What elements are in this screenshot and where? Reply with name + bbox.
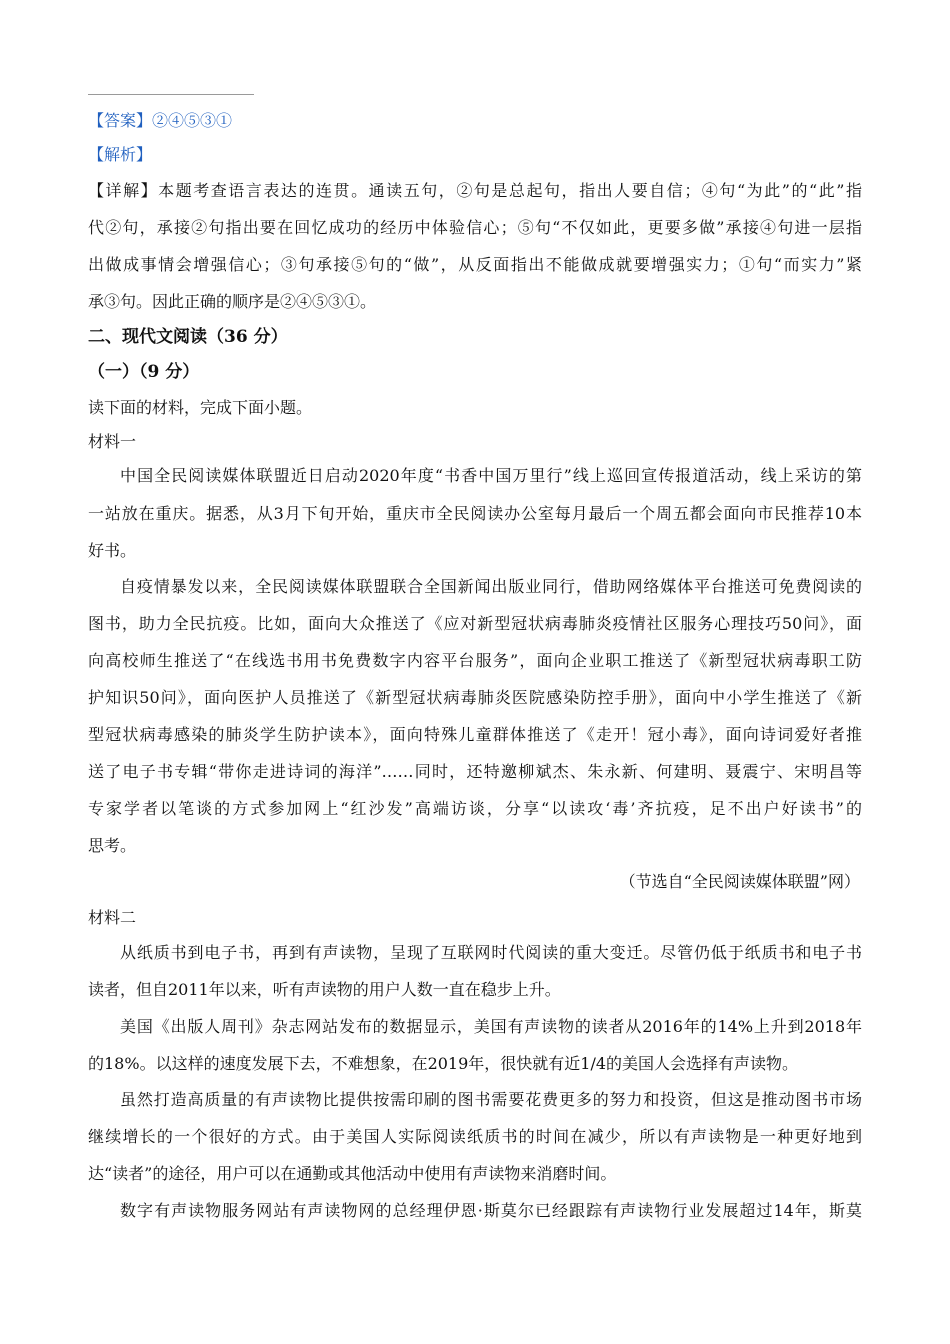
material-1-source: （节选自“全民阅读媒体联盟”网） [619, 872, 860, 891]
header-divider [88, 94, 254, 95]
material-2-p3-line-1: 虽然打造高质量的有声读物比提供按需印刷的图书需要花费更多的努力和投资，但这是推动图书市场 [120, 1090, 862, 1109]
material-1-p2-line-5: 型冠状病毒感染的肺炎学生防护读本》，面向特殊儿童群体推送了《走开！冠小毒》，面向诗词爱好者推 [88, 725, 862, 744]
material-2-p2-line-1: 美国《出版人周刊》杂志网站发布的数据显示，美国有声读物的读者从2016年的14%上升到2018年 [120, 1017, 862, 1036]
material-2-p2-line-2: 的18%。以这样的速度发展下去，不难想象，在2019年，很快就有近1/4的美国人会选择有声读物。 [88, 1054, 799, 1073]
material-1-label: 材料一 [88, 432, 137, 451]
instruction-text: 读下面的材料，完成下面小题。 [88, 398, 313, 417]
subsection-title: （一）（9 分） [88, 362, 200, 382]
material-1-p1-line-2: 一站放在重庆。据悉，从3月下旬开始，重庆市全民阅读办公室每月最后一个周五都会面向市民推荐10本 [88, 504, 862, 523]
material-1-p2-line-4: 护知识50问》，面向医护人员推送了《新型冠状病毒肺炎医院感染防控手册》，面向中小学生推送了《新 [88, 688, 862, 707]
material-2-p3-line-3: 达“读者”的途径，用户可以在通勤或其他活动中使用有声读物来消磨时间。 [88, 1164, 617, 1183]
answer-tag: 【答案】 [88, 111, 153, 130]
material-1-p1-line-1: 中国全民阅读媒体联盟近日启动2020年度“书香中国万里行”线上巡回宣传报道活动，线上采访的第 [120, 466, 862, 485]
material-1-p2-line-2: 图书，助力全民抗疫。比如，面向大众推送了《应对新型冠状病毒肺炎疫情社区服务心理技巧50问》，面 [88, 614, 862, 633]
material-2-p1-line-2: 读者，但自2011年以来，听有声读物的用户人数一直在稳步上升。 [88, 980, 561, 999]
section-title: 二、现代文阅读（36 分） [88, 327, 288, 347]
detail-text-1: 本题考查语言表达的连贯。通读五句，②句是总起句，指出人要自信；④句“为此”的“此”指 [158, 181, 862, 200]
detail-tag: 【详解】 [88, 181, 159, 200]
detail-line-2: 代②句，承接②句指出要在回忆成功的经历中体验信心；⑤句“不仅如此，更要多做”承接④句进一层指 [88, 218, 862, 237]
answer-line [88, 111, 232, 131]
analysis-tag: 【解析】 [88, 145, 153, 164]
material-1-p1-line-3: 好书。 [88, 541, 137, 560]
material-2-p1-line-1: 从纸质书到电子书，再到有声读物，呈现了互联网时代阅读的重大变迁。尽管仍低于纸质书和电子书 [120, 943, 862, 962]
detail-line-1 [88, 181, 862, 201]
detail-line-3: 出做成事情会增强信心；③句承接⑤句的“做”，从反面指出不能做成就要增强实力；①句“而实力”紧 [88, 255, 862, 274]
material-2-label: 材料二 [88, 908, 137, 927]
material-2-p3-line-2: 继续增长的一个很好的方式。由于美国人实际阅读纸质书的时间在减少，所以有声读物是一种更好地到 [88, 1127, 862, 1146]
material-1-p2-line-7: 专家学者以笔谈的方式参加网上“红沙发”高端访谈，分享“以读攻‘毒’齐抗疫，足不出户好读书”的 [88, 799, 862, 818]
material-1-p2-line-3: 向高校师生推送了“在线选书用书免费数字内容平台服务”，面向企业职工推送了《新型冠状病毒职工防 [88, 651, 862, 670]
material-1-p2-line-8: 思考。 [88, 836, 137, 855]
material-2-p4-line-1: 数字有声读物服务网站有声读物网的总经理伊恩·斯莫尔已经跟踪有声读物行业发展超过14年，斯莫 [120, 1201, 862, 1220]
material-1-p2-line-6: 送了电子书专辑“带你走进诗词的海洋”……同时，还特邀柳斌杰、朱永新、何建明、聂震宁、宋明昌等 [88, 762, 862, 781]
detail-line-4: 承③句。因此正确的顺序是②④⑤③①。 [88, 292, 377, 311]
answer-value: ②④⑤③① [152, 111, 233, 130]
material-1-p2-line-1: 自疫情暴发以来，全民阅读媒体联盟联合全国新闻出版业同行，借助网络媒体平台推送可免费阅读的 [120, 577, 862, 596]
